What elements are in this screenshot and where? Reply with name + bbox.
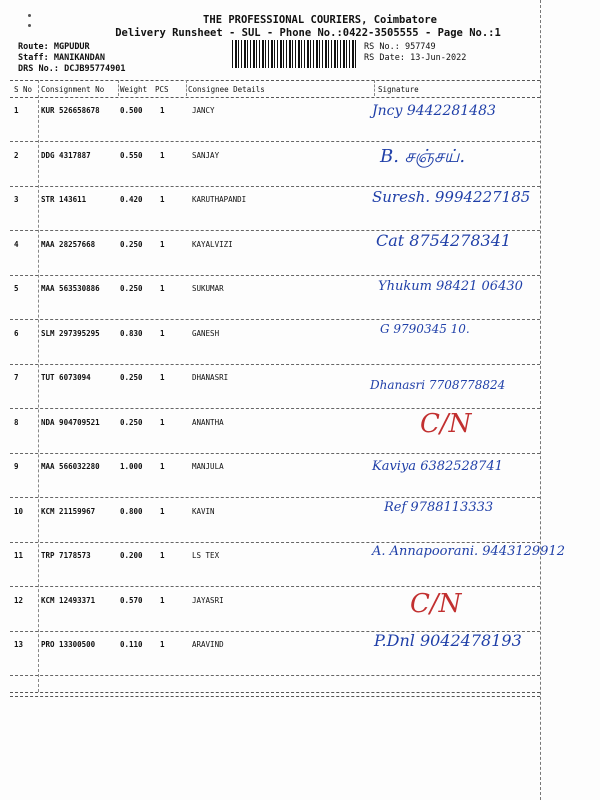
table-row (10, 587, 540, 632)
cell-consignee: KAYALVIZI (192, 239, 233, 249)
cell-weight: 0.570 (120, 595, 143, 605)
column-divider (186, 80, 187, 96)
cell-sno: 4 (14, 239, 19, 249)
cell-signature: Dhanasri 7708778824 (370, 378, 506, 392)
cell-consignment: MAA 28257668 (41, 239, 96, 249)
cell-sno: 5 (14, 284, 19, 293)
cell-sno: 10 (14, 506, 24, 516)
cell-consignee: GANESH (192, 328, 220, 338)
cell-sno: 9 (14, 462, 19, 471)
cell-consignee: JAYASRI (192, 595, 224, 605)
cell-sno: 7 (14, 373, 19, 382)
perforation-mark (28, 24, 31, 27)
table-row (10, 631, 540, 676)
cell-consignee: JANCY (192, 106, 215, 115)
cell-sno: 6 (14, 328, 19, 338)
cell-consignment: NDA 904709521 (41, 417, 100, 427)
cell-pcs: 1 (160, 417, 165, 427)
table-row (10, 320, 540, 365)
col-header-sno: S No (14, 85, 33, 94)
staff-line (18, 53, 105, 63)
cell-signature: C/N (420, 408, 472, 439)
cell-signature: Jncy 9442281483 (372, 103, 496, 119)
cell-consignee: ANANTHA (192, 417, 224, 427)
cell-weight: 0.830 (120, 328, 143, 338)
table-footer-line (10, 692, 540, 693)
cell-consignee: SANJAY (192, 150, 220, 160)
cell-consignment: PRO 13300500 (41, 640, 96, 649)
cell-consignment: KCM 21159967 (41, 506, 96, 516)
cell-signature: Kaviya 6382528741 (372, 459, 503, 474)
cell-signature: Cat 8754278341 (376, 230, 512, 250)
cell-signature: A. Annapoorani. 9443129912 (372, 544, 565, 559)
cell-signature: C/N (410, 588, 462, 619)
rs-no-label: RS No.: (364, 42, 400, 52)
cell-sno: 11 (14, 551, 24, 560)
cell-consignee: KAVIN (192, 506, 215, 516)
col-header-pcs: PCS (155, 85, 169, 94)
col-header-weight: Weight (120, 85, 148, 94)
staff-value: MANIKANDAN (53, 53, 106, 63)
column-divider (118, 80, 119, 96)
cell-pcs: 1 (160, 506, 165, 516)
cell-pcs: 1 (160, 284, 165, 293)
cell-consignee: DHANASRI (192, 373, 229, 382)
col-header-signature: Signature (378, 85, 419, 94)
drs-line (18, 64, 126, 74)
rs-no-line (364, 42, 436, 52)
table-row (10, 142, 540, 187)
cell-consignment: KUR 526658678 (41, 106, 100, 115)
document-title: THE PROFESSIONAL COURIERS, Coimbatore (203, 14, 437, 26)
cell-consignment: DDG 4317887 (41, 150, 91, 160)
cell-signature: B. சஞ்சய். (380, 145, 466, 167)
cell-weight: 0.250 (120, 239, 143, 249)
cell-consignment: SLM 297395295 (41, 328, 100, 338)
table-row (10, 453, 540, 498)
cell-consignment: MAA 566032280 (41, 462, 100, 471)
cell-pcs: 1 (160, 462, 165, 471)
rs-date-label: RS Date: (364, 53, 405, 63)
cell-pcs: 1 (160, 328, 165, 338)
cell-signature: P.Dnl 9042478193 (374, 631, 522, 650)
cell-sno: 3 (14, 195, 19, 204)
cell-sno: 1 (14, 106, 19, 115)
table-row (10, 498, 540, 543)
perforation-mark (28, 14, 31, 17)
cell-sno: 13 (14, 640, 24, 649)
cell-consignment: TUT 6073094 (41, 373, 91, 382)
cell-consignment: STR 143611 (41, 195, 87, 204)
col-header-consignee: Consignee Details (188, 85, 265, 94)
drs-value: DCJB95774901 (64, 64, 126, 74)
cell-weight: 0.250 (120, 284, 143, 293)
cell-consignment: TRP 7178573 (41, 551, 91, 560)
cell-pcs: 1 (160, 551, 165, 560)
table-row (10, 409, 540, 454)
staff-label: Staff: (18, 53, 49, 63)
cell-sno: 2 (14, 150, 19, 160)
cell-signature: G 9790345 10. (380, 321, 470, 336)
cell-consignment: KCM 12493371 (41, 595, 96, 605)
cell-pcs: 1 (160, 106, 165, 115)
table-header (10, 80, 540, 98)
route-line (18, 42, 90, 52)
document-subtitle: Delivery Runsheet - SUL - Phone No.:0422-3505555 - Page No.:1 (115, 27, 501, 39)
table-row (10, 275, 540, 320)
cell-pcs: 1 (160, 239, 165, 249)
right-margin-line (540, 0, 541, 800)
cell-signature: Ref 9788113333 (384, 499, 494, 515)
drs-label: DRS No.: (18, 64, 59, 74)
cell-pcs: 1 (160, 150, 165, 160)
cell-weight: 0.550 (120, 150, 143, 160)
cell-consignee: MANJULA (192, 462, 224, 471)
cell-consignment: MAA 563530886 (41, 284, 100, 293)
rs-no-value: 957749 (404, 42, 436, 52)
route-value: MGPUDUR (53, 42, 90, 52)
cell-signature: Suresh. 9994227185 (372, 188, 531, 206)
cell-weight: 0.250 (120, 373, 143, 382)
route-label: Route: (18, 42, 49, 52)
cell-pcs: 1 (160, 373, 165, 382)
cell-pcs: 1 (160, 640, 165, 649)
cell-pcs: 1 (160, 195, 165, 204)
cell-weight: 0.110 (120, 640, 143, 649)
rs-date-line (364, 53, 466, 63)
table-row (10, 364, 540, 409)
cell-consignee: LS TEX (192, 551, 220, 560)
table-row (10, 186, 540, 231)
barcode (232, 40, 358, 68)
table-row (10, 231, 540, 276)
cell-sno: 8 (14, 417, 19, 427)
cell-consignee: SUKUMAR (192, 284, 224, 293)
cell-weight: 0.200 (120, 551, 143, 560)
cell-weight: 0.500 (120, 106, 143, 115)
table-row (10, 97, 540, 142)
cell-weight: 0.250 (120, 417, 143, 427)
cell-consignee: ARAVIND (192, 640, 224, 649)
cell-sno: 12 (14, 595, 24, 605)
cell-weight: 1.000 (120, 462, 143, 471)
cell-weight: 0.800 (120, 506, 143, 516)
cell-consignee: KARUTHAPANDI (192, 195, 247, 204)
cell-signature: Yhukum 98421 06430 (378, 279, 523, 294)
table-footer-line (10, 696, 540, 697)
table-row (10, 542, 565, 587)
cell-weight: 0.420 (120, 195, 143, 204)
column-divider (374, 80, 375, 96)
rs-date-value: 13-Jun-2022 (410, 53, 467, 63)
cell-pcs: 1 (160, 595, 165, 605)
col-header-consignment: Consignment No (41, 85, 105, 94)
